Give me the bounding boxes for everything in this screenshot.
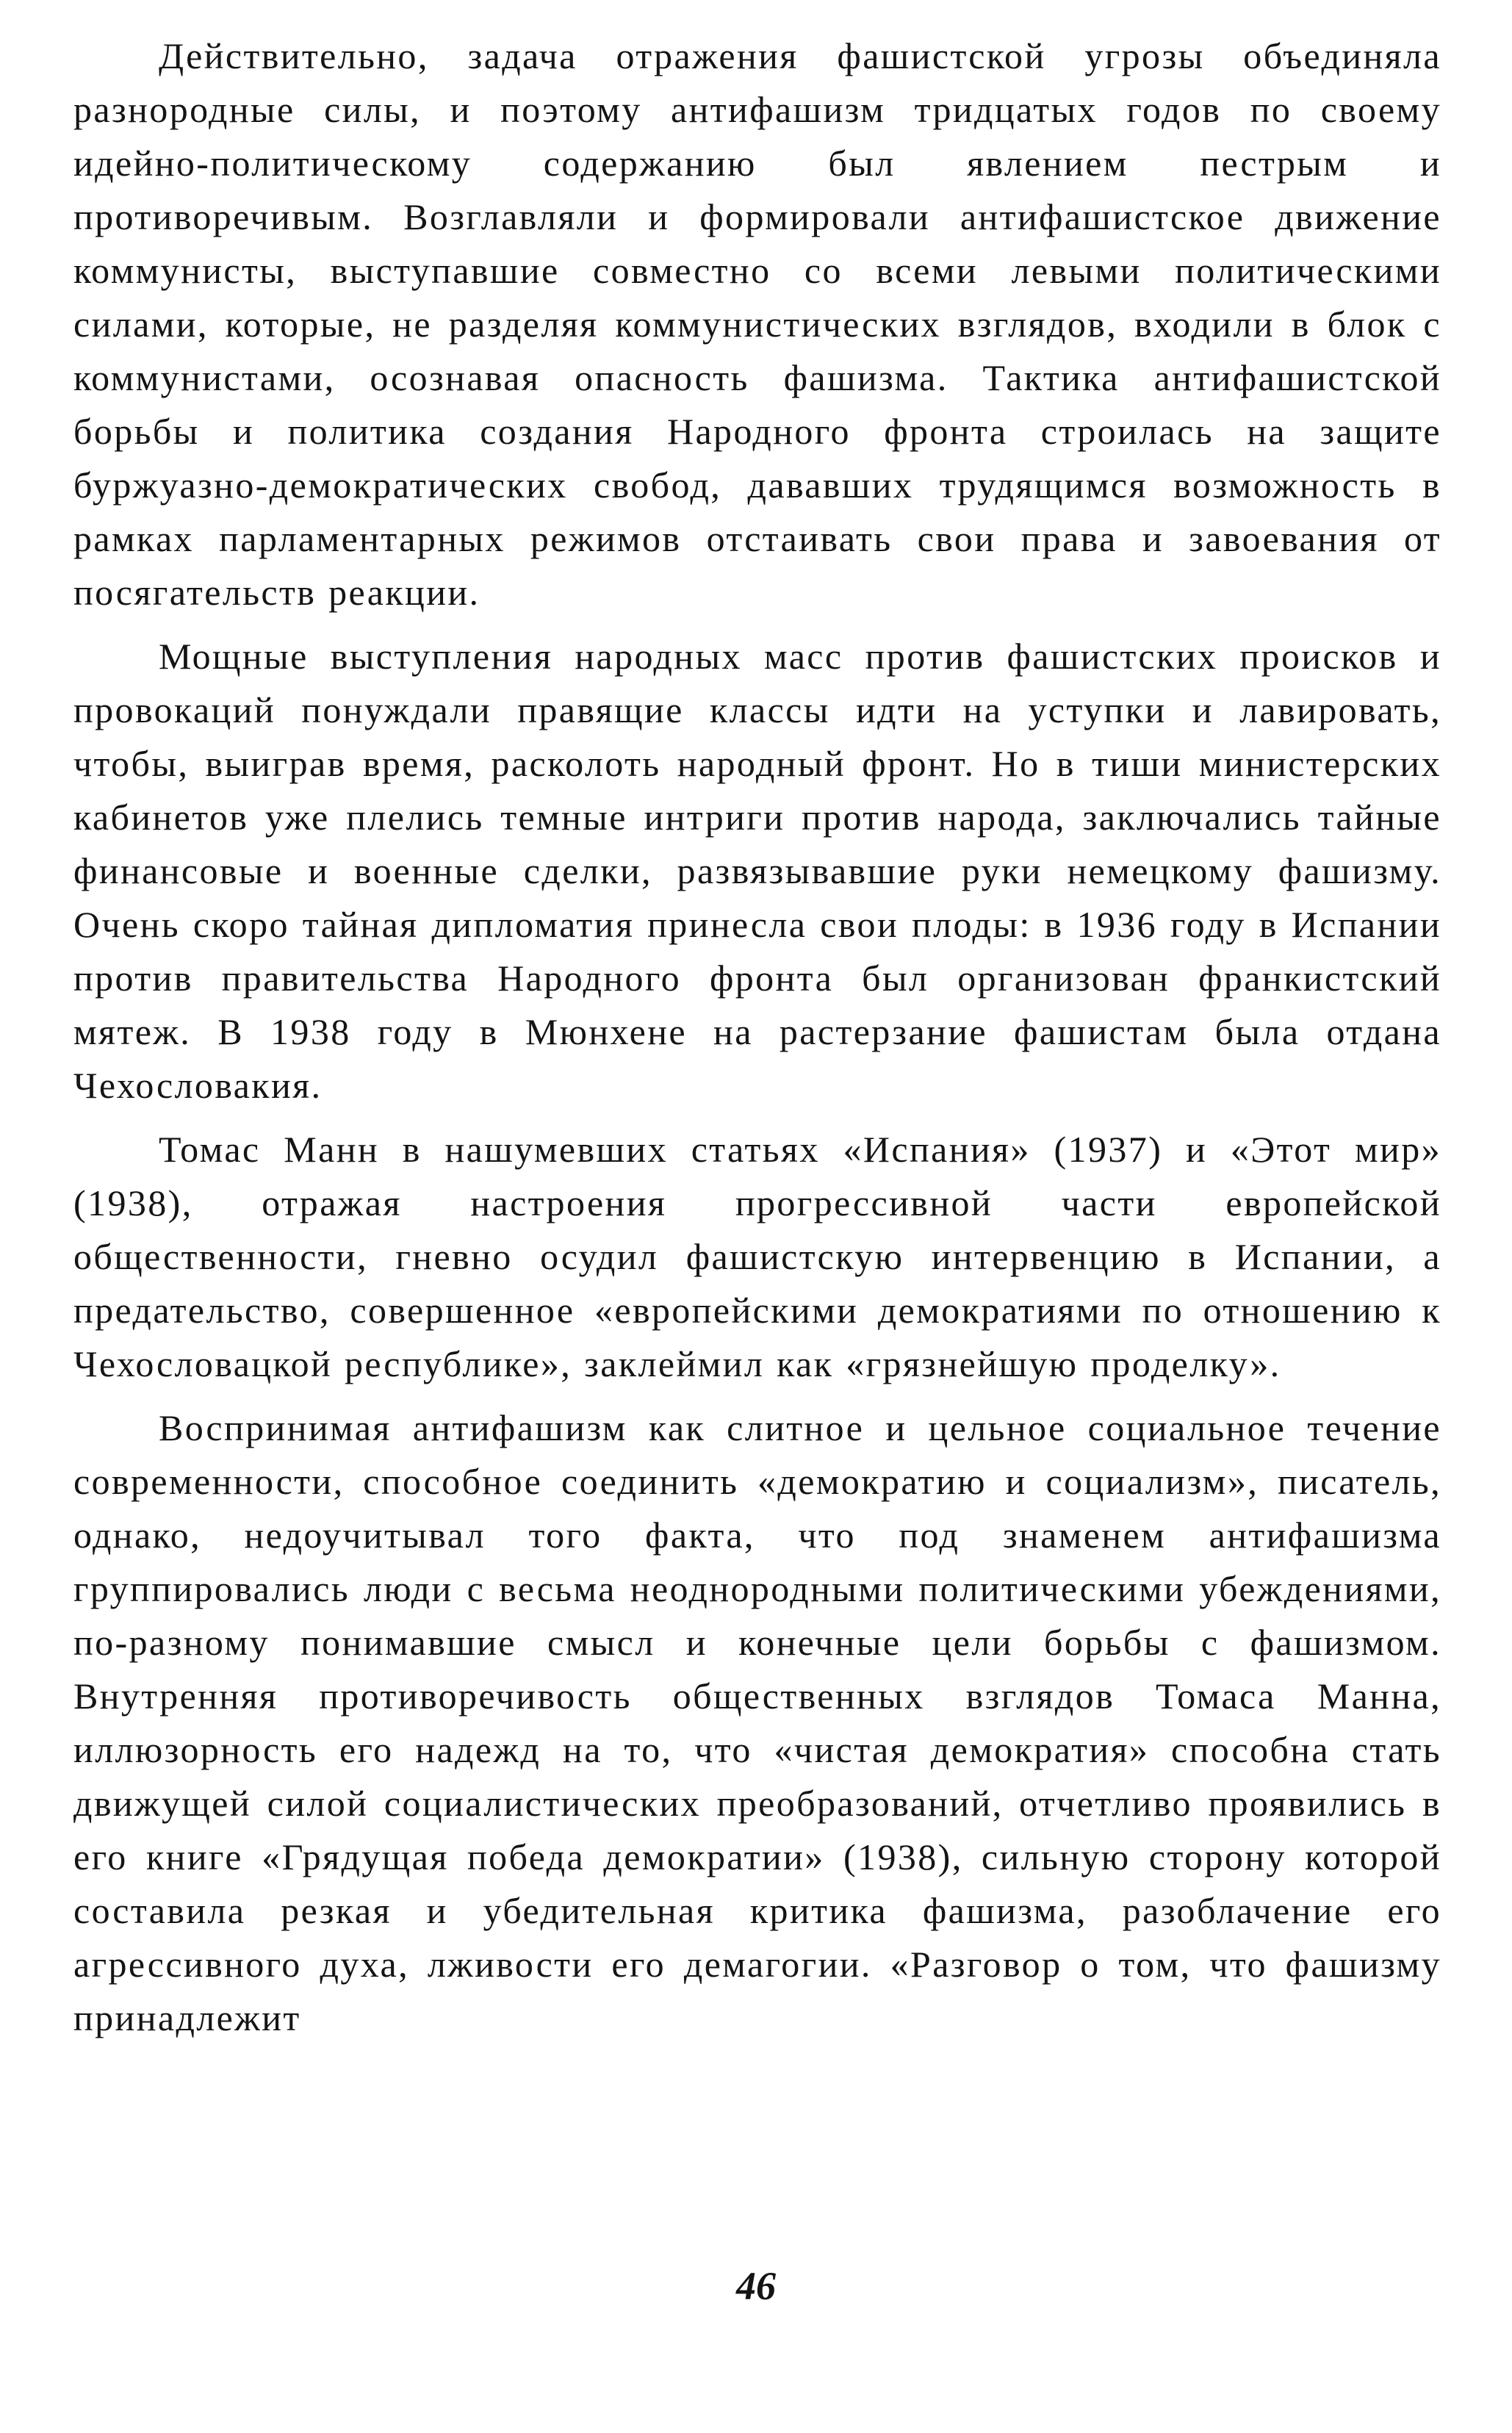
paragraph-4: Воспринимая антифашизм как слитное и цельное социальное течение современности, способное соединить «демократию и социализм», писатель, однако, недоучитывал того факта, что под знаменем антифашизма группировались люди с весьма неоднородными политическими убеждениями, по-разному понимавшие смысл и конечные цели борьбы с фашизмом. Внутренняя противоречивость общественных взглядов Томаса Манна, иллюзорность его надежд на то, что «чистая демократия» способна стать движущей силой социалистических преобразований, отчетливо проявились в его книге «Грядущая победа демократии» (1938), сильную сторону которой составила резкая и убедительная критика фашизма, разоблачение его агрессивного духа, лживости его демагогии. «Разговор о том, что фашизму принадлежит (73, 1407, 1441, 2038)
page-body (73, 29, 1441, 2055)
paragraph-3: Томас Манн в нашумевших статьях «Испания» (1937) и «Этот мир» (1938), отражая настроения прогрессивной части европейской общественности, гневно осудил фашистскую интервенцию в Испании, а предательство, совершенное «европейскими демократиями по отношению к Чехословацкой республике», заклеймил как «грязнейшую проделку». (73, 1129, 1441, 1384)
page-number: 46 (736, 2264, 776, 2308)
paragraph-2: Мощные выступления народных масс против фашистских происков и провокаций понуждали правящие классы идти на уступки и лавировать, чтобы, выиграв время, расколоть народный фронт. Но в тиши министерских кабинетов уже плелись темные интриги против народа, заключались тайные финансовые и военные сделки, развязывавшие руки немецкому фашизму. Очень скоро тайная дипломатия принесла свои плоды: в 1936 году в Испании против правительства Народного фронта был организован франкистский мятеж. В 1938 году в Мюнхене на растерзание фашистам была отдана Чехословакия. (73, 636, 1441, 1106)
paragraph-1: Действительно, задача отражения фашистской угрозы объединяла разнородные силы, и поэтому антифашизм тридцатых годов по своему идейно-политическому содержанию был явлением пестрым и противоречивым. Возглавляли и формировали антифашистское движение коммунисты, выступавшие совместно со всеми левыми политическими силами, которые, не разделяя коммунистических взглядов, входили в блок с коммунистами, осознавая опасность фашизма. Тактика антифашистской борьбы и политика создания Народного фронта строилась на защите буржуазно-демократических свобод, дававших трудящимся возможность в рамках парламентарных режимов отстаивать свои права и завоевания от посягательств реакции. (73, 35, 1441, 613)
